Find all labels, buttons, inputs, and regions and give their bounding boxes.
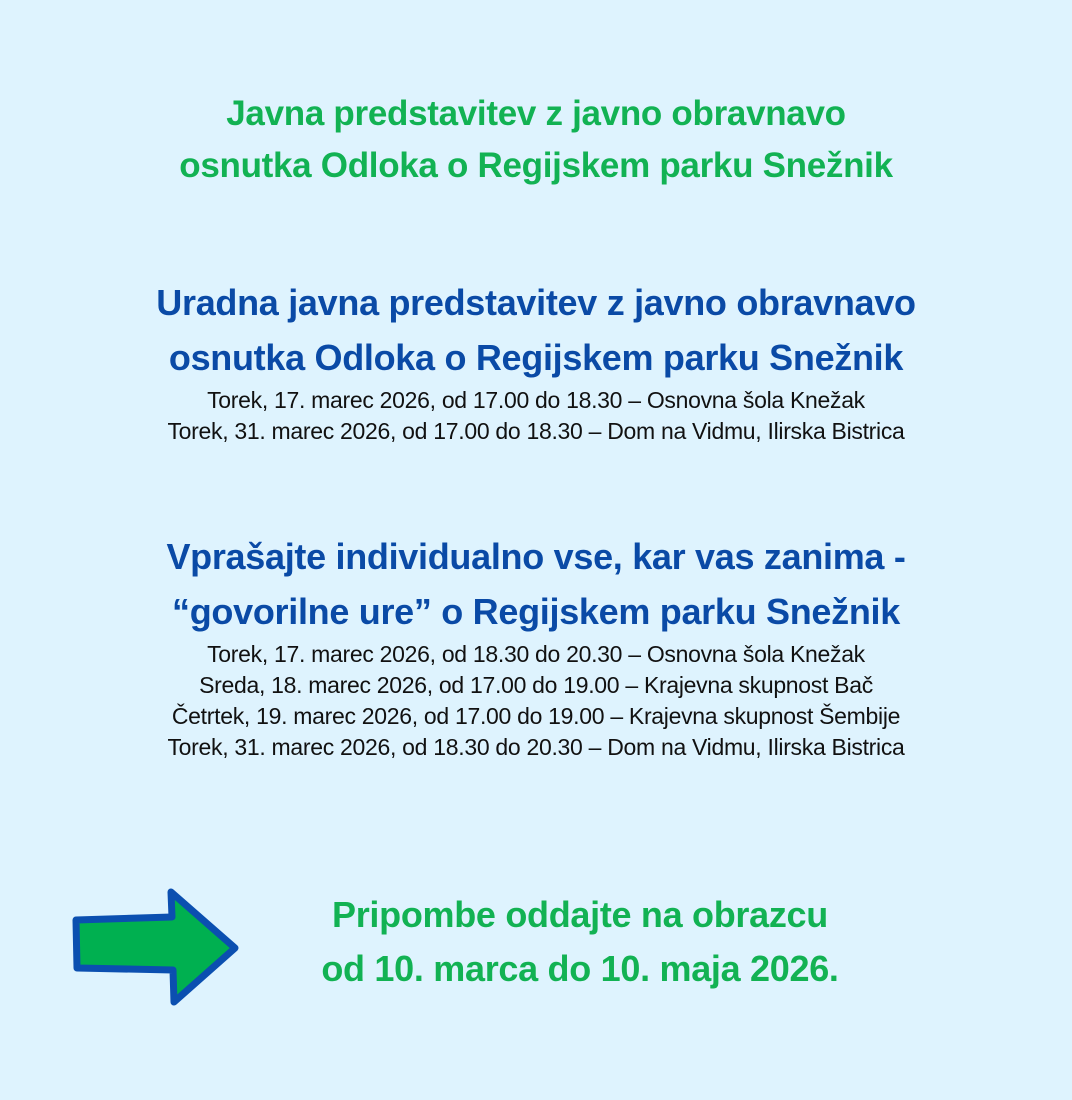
presentation-event: Torek, 17. marec 2026, od 17.00 do 18.30 – Osnovna šola Knežak [207,387,865,413]
office-hours-event: Torek, 31. marec 2026, od 18.30 do 20.30 – Dom na Vidmu, Ilirska Bistrica [167,734,905,760]
main-title-line-2: osnutka Odloka o Regijskem parku Snežnik [179,146,893,185]
main-title [0,88,1072,192]
office-hours-event: Torek, 17. marec 2026, od 18.30 do 20.30 – Osnovna šola Knežak [207,641,865,667]
presentation-heading-line-2: osnutka Odloka o Regijskem parku Snežnik [168,337,904,378]
office-hours-event: Četrtek, 19. marec 2026, od 17.00 do 19.00 – Krajevna skupnost Šembije [171,703,901,729]
comments-call-to-action [200,888,960,996]
presentation-section [0,275,1072,447]
presentation-heading-line-1: Uradna javna predstavitev z javno obravnavo [156,282,916,323]
presentation-event: Torek, 31. marec 2026, od 17.00 do 18.30 – Dom na Vidmu, Ilirska Bistrica [167,418,905,444]
cta-line-1: Pripombe oddajte na obrazcu [332,894,828,935]
office-hours-heading-line-2: “govorilne ure” o Regijskem parku Snežnik [172,591,900,632]
cta-line-2: od 10. marca do 10. maja 2026. [321,948,839,989]
office-hours-heading-line-1: Vprašajte individualno vse, kar vas zanima - [166,536,906,577]
office-hours-event: Sreda, 18. marec 2026, od 17.00 do 19.00 – Krajevna skupnost Bač [199,672,873,698]
main-title-line-1: Javna predstavitev z javno obravnavo [226,94,846,133]
office-hours-section [0,529,1072,763]
